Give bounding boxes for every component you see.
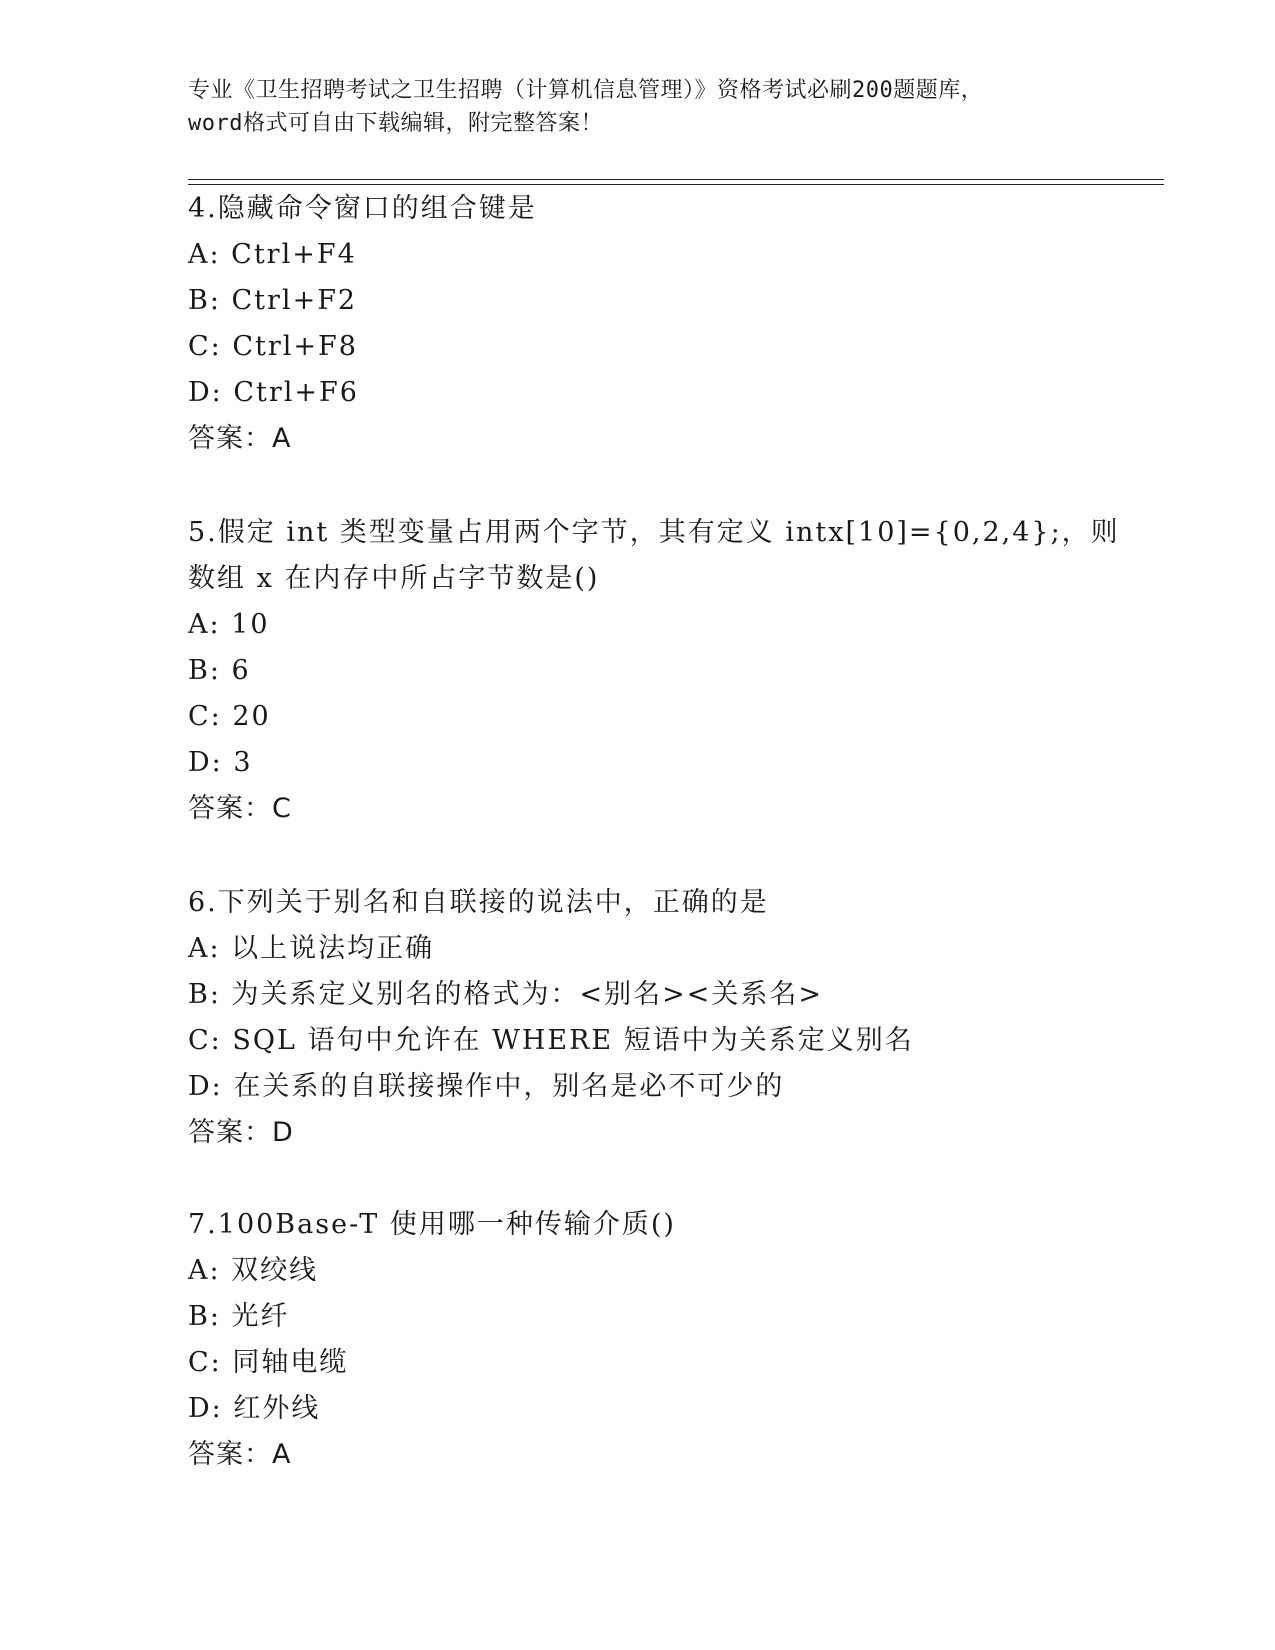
question-stem-continued: 数组 x 在内存中所占字节数是()	[188, 563, 600, 594]
answer-label: 答案：A	[188, 1439, 292, 1470]
answer-label: 答案：C	[188, 793, 292, 824]
option-d: D: 红外线	[188, 1393, 321, 1424]
question-stem: 5.假定 int 类型变量占用两个字节，其有定义 intx[10]={0,2,4};，则	[188, 517, 1120, 548]
option-b: B: 6	[188, 655, 251, 686]
question-stem: 6.下列关于别名和自联接的说法中，正确的是	[188, 887, 769, 918]
answer-label: 答案：D	[188, 1117, 294, 1148]
document-header	[188, 74, 1088, 140]
option-d: D: Ctrl+F6	[188, 377, 359, 408]
question-6	[188, 880, 1088, 1156]
option-c: C: SQL 语句中允许在 WHERE 短语中为关系定义别名	[188, 1025, 914, 1056]
option-a: A: Ctrl+F4	[188, 239, 357, 270]
question-stem: 4.隐藏命令窗口的组合键是	[188, 193, 537, 224]
header-divider-bottom	[188, 184, 1164, 185]
option-d: D: 3	[188, 747, 253, 778]
option-d: D: 在关系的自联接操作中，别名是必不可少的	[188, 1071, 785, 1102]
option-b: B: 为关系定义别名的格式为：<别名><关系名>	[188, 979, 824, 1010]
header-line-2: word格式可自由下载编辑，附完整答案！	[188, 111, 603, 136]
header-line-1: 专业《卫生招聘考试之卫生招聘（计算机信息管理）》资格考试必刷200题题库，	[188, 78, 984, 103]
question-5	[188, 510, 1120, 832]
answer-label: 答案：A	[188, 423, 292, 454]
question-stem: 7.100Base-T 使用哪一种传输介质()	[188, 1209, 676, 1240]
option-b: B: 光纤	[188, 1301, 290, 1332]
option-c: C: Ctrl+F8	[188, 331, 358, 362]
header-divider-top	[188, 179, 1164, 180]
option-a: A: 双绞线	[188, 1255, 319, 1286]
option-c: C: 同轴电缆	[188, 1347, 349, 1378]
option-b: B: Ctrl+F2	[188, 285, 358, 316]
option-a: A: 以上说法均正确	[188, 933, 435, 964]
question-7	[188, 1202, 1088, 1478]
question-4	[188, 186, 1088, 462]
option-a: A: 10	[188, 609, 270, 640]
option-c: C: 20	[188, 701, 271, 732]
